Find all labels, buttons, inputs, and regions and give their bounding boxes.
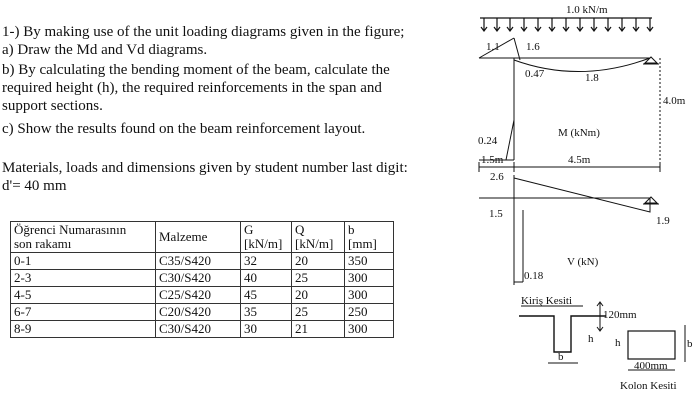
table-cell: 250 <box>345 304 394 321</box>
table-cell: 8-9 <box>11 321 156 338</box>
materials-line2: d'= 40 mm <box>2 178 67 194</box>
table-cell: 300 <box>345 321 394 338</box>
moment-title: M (kNm) <box>558 127 600 139</box>
table-cell: 350 <box>345 253 394 270</box>
flange-dimension: 120mm <box>603 309 637 321</box>
table-cell: C30/S420 <box>156 321 241 338</box>
column-b-symbol: b <box>687 338 693 350</box>
table-cell: 30 <box>241 321 292 338</box>
moment-diagram <box>479 38 660 160</box>
table-cell: C25/S420 <box>156 287 241 304</box>
column-section-title: Kolon Kesiti <box>620 380 677 392</box>
beam-section <box>519 295 637 363</box>
header-b-line1: b <box>348 222 355 237</box>
table-cell: 2-3 <box>11 270 156 287</box>
column-section <box>615 325 693 392</box>
distributed-load <box>480 4 653 31</box>
beam-width-symbol: b <box>558 351 564 363</box>
problem-intro: 1-) By making use of the unit loading diagrams given in the figure; <box>2 24 405 40</box>
shear-title: V (kN) <box>567 256 599 268</box>
beam-height-symbol: h <box>588 333 594 345</box>
overhang-label: 1.5m <box>481 154 504 166</box>
moment-value-left: 1.1 <box>486 41 500 53</box>
shear-value-top: 2.6 <box>490 171 504 183</box>
shear-value-right: 1.9 <box>656 215 670 227</box>
table-cell: 4-5 <box>11 287 156 304</box>
table-cell: 20 <box>292 253 345 270</box>
shear-diagram <box>479 175 659 285</box>
table-cell: 20 <box>292 287 345 304</box>
problem-part-b-line1: b) By calculating the bending moment of the beam, calculate the <box>2 62 390 78</box>
moment-value-span: 1.8 <box>585 72 599 84</box>
problem-part-c: c) Show the results found on the beam reinforcement layout. <box>2 121 366 137</box>
table-cell: 0-1 <box>11 253 156 270</box>
table-cell: 21 <box>292 321 345 338</box>
moment-value-joint: 0.47 <box>525 68 545 80</box>
table-cell: C20/S420 <box>156 304 241 321</box>
problem-part-a: a) Draw the Md and Vd diagrams. <box>2 42 208 58</box>
header-q-line1: Q <box>295 222 305 237</box>
table-cell: C30/S420 <box>156 270 241 287</box>
header-g-line1: G <box>244 222 254 237</box>
table-cell: 300 <box>345 270 394 287</box>
header-g-line2: [kN/m] <box>244 236 283 251</box>
span-label: 4.5m <box>568 154 591 166</box>
table-cell: 32 <box>241 253 292 270</box>
header-student-line2: son rakamı <box>14 236 72 251</box>
load-label: 1.0 kN/m <box>566 4 608 16</box>
moment-value-base: 0.24 <box>478 135 498 147</box>
materials-line1: Materials, loads and dimensions given by student number last digit: <box>2 160 408 176</box>
shear-value-left: 1.5 <box>489 208 503 220</box>
column-h-symbol: h <box>615 337 621 349</box>
shear-value-base: 0.18 <box>524 270 544 282</box>
table-cell: 40 <box>241 270 292 287</box>
table-cell: 25 <box>292 270 345 287</box>
header-b-line2: [mm] <box>348 236 377 251</box>
beam-section-title: Kiriş Kesiti <box>521 295 573 307</box>
height-label: 4.0m <box>663 95 686 107</box>
header-material: Malzeme <box>156 222 241 253</box>
table-cell: 35 <box>241 304 292 321</box>
problem-part-b-line3: support sections. <box>2 98 103 114</box>
table-cell: 6-7 <box>11 304 156 321</box>
moment-value-top: 1.6 <box>526 41 540 53</box>
header-q-line2: [kN/m] <box>295 236 334 251</box>
table-cell: 25 <box>292 304 345 321</box>
table-cell: 45 <box>241 287 292 304</box>
table-cell: C35/S420 <box>156 253 241 270</box>
header-student-line1: Öğrenci Numarasının <box>14 222 127 237</box>
table-cell: 300 <box>345 287 394 304</box>
column-width-label: 400mm <box>634 360 668 372</box>
problem-part-b-line2: required height (h), the required reinforcements in the span and <box>2 80 382 96</box>
